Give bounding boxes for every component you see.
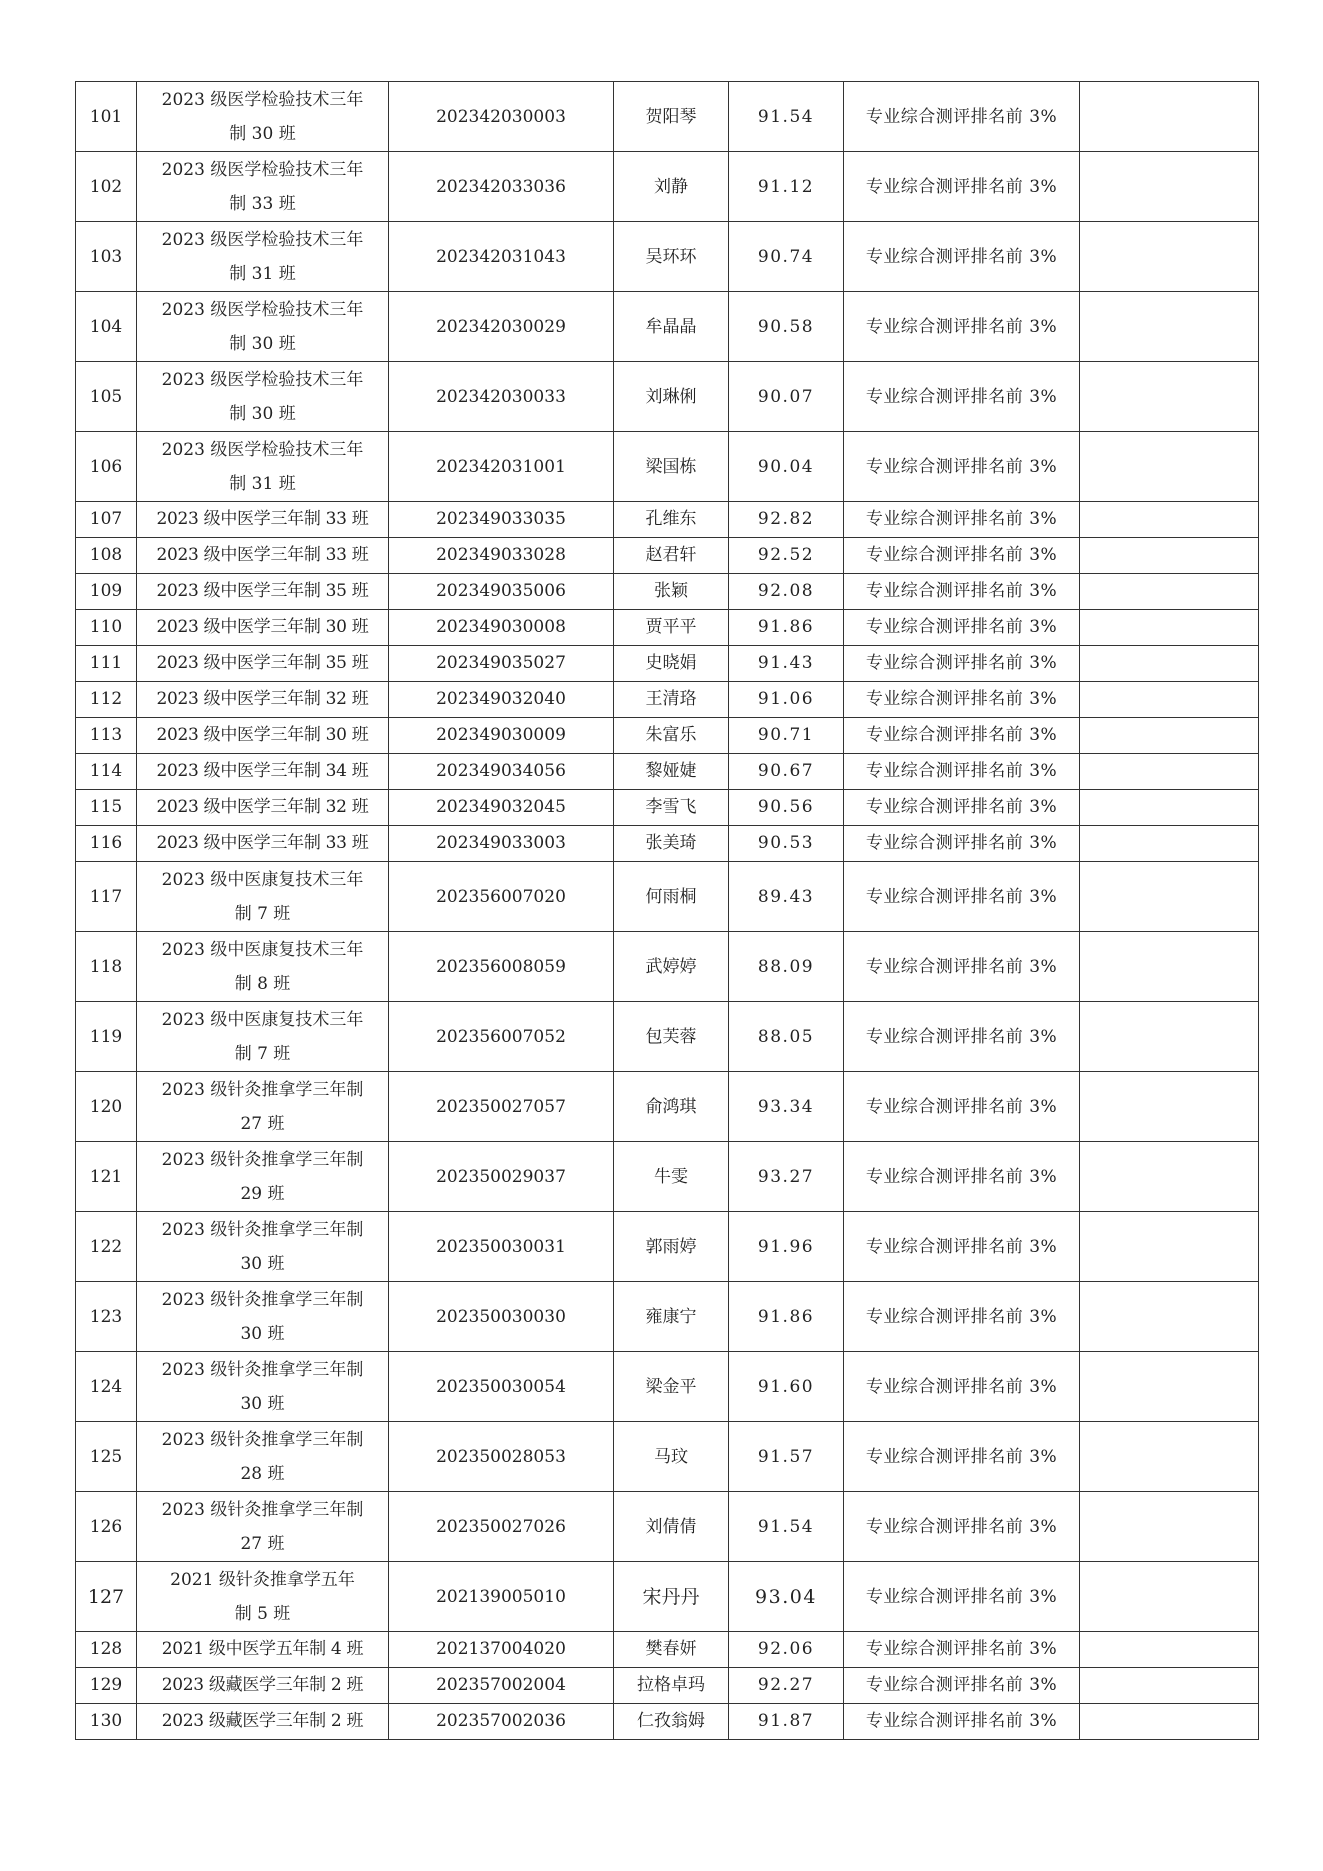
class-name-line: 2023 级中医学三年制 32 班 xyxy=(156,797,369,817)
class-name xyxy=(137,574,389,610)
class-name xyxy=(137,1352,389,1422)
award-category: 专业综合测评排名前 3% xyxy=(844,222,1080,292)
row-number: 119 xyxy=(76,1002,137,1072)
class-name xyxy=(137,1492,389,1562)
student-name: 张颖 xyxy=(614,574,729,610)
award-category: 专业综合测评排名前 3% xyxy=(844,502,1080,538)
note xyxy=(1080,1352,1259,1422)
table-row xyxy=(76,932,1259,1002)
class-name xyxy=(137,718,389,754)
award-category: 专业综合测评排名前 3% xyxy=(844,152,1080,222)
note xyxy=(1080,538,1259,574)
score: 88.05 xyxy=(729,1002,844,1072)
table-row xyxy=(76,718,1259,754)
row-number: 124 xyxy=(76,1352,137,1422)
row-number: 108 xyxy=(76,538,137,574)
table-row xyxy=(76,790,1259,826)
award-category: 专业综合测评排名前 3% xyxy=(844,610,1080,646)
class-name xyxy=(137,152,389,222)
class-name xyxy=(137,826,389,862)
note xyxy=(1080,1632,1259,1668)
class-name-line: 2023 级针灸推拿学三年制 xyxy=(161,1149,364,1170)
class-name-line: 2023 级中医学三年制 35 班 xyxy=(156,653,369,673)
note xyxy=(1080,754,1259,790)
score: 91.12 xyxy=(729,152,844,222)
award-category: 专业综合测评排名前 3% xyxy=(844,1562,1080,1632)
note xyxy=(1080,362,1259,432)
score: 90.71 xyxy=(729,718,844,754)
student-name: 黎娅婕 xyxy=(614,754,729,790)
award-list-table xyxy=(75,81,1259,1740)
student-id: 202349035006 xyxy=(389,574,614,610)
class-name-line: 2023 级医学检验技术三年 xyxy=(161,299,364,320)
note xyxy=(1080,862,1259,932)
row-number: 114 xyxy=(76,754,137,790)
row-number: 127 xyxy=(76,1562,137,1632)
class-name xyxy=(137,538,389,574)
note xyxy=(1080,152,1259,222)
table-row xyxy=(76,1282,1259,1352)
score: 91.06 xyxy=(729,682,844,718)
student-name: 朱富乐 xyxy=(614,718,729,754)
class-name-line: 2023 级针灸推拿学三年制 xyxy=(161,1429,364,1450)
class-name-line: 2023 级中医学三年制 34 班 xyxy=(156,761,369,781)
student-name: 仁孜翁姆 xyxy=(614,1704,729,1740)
score: 89.43 xyxy=(729,862,844,932)
student-id: 202349030009 xyxy=(389,718,614,754)
class-name xyxy=(137,754,389,790)
student-id: 202350028053 xyxy=(389,1422,614,1492)
student-name: 吴环环 xyxy=(614,222,729,292)
class-name-line: 2023 级针灸推拿学三年制 xyxy=(161,1219,364,1240)
class-name-line: 制 30 班 xyxy=(229,123,296,144)
class-name-line: 30 班 xyxy=(240,1323,285,1344)
table-row xyxy=(76,754,1259,790)
table-row xyxy=(76,1212,1259,1282)
class-name-line: 2023 级中医学三年制 33 班 xyxy=(156,833,369,853)
row-number: 118 xyxy=(76,932,137,1002)
student-id: 202349030008 xyxy=(389,610,614,646)
student-name: 史晓娟 xyxy=(614,646,729,682)
table-row xyxy=(76,610,1259,646)
row-number: 101 xyxy=(76,82,137,152)
row-number: 130 xyxy=(76,1704,137,1740)
score: 91.57 xyxy=(729,1422,844,1492)
student-id: 202356007052 xyxy=(389,1002,614,1072)
student-id: 202342033036 xyxy=(389,152,614,222)
student-id: 202349034056 xyxy=(389,754,614,790)
class-name xyxy=(137,1704,389,1740)
class-name-line: 2023 级医学检验技术三年 xyxy=(161,229,364,250)
student-name: 梁金平 xyxy=(614,1352,729,1422)
score: 93.34 xyxy=(729,1072,844,1142)
class-name xyxy=(137,1282,389,1352)
table-row xyxy=(76,1704,1259,1740)
class-name-line: 28 班 xyxy=(240,1463,285,1484)
score: 91.60 xyxy=(729,1352,844,1422)
student-id: 202342031043 xyxy=(389,222,614,292)
student-id: 202350030054 xyxy=(389,1352,614,1422)
award-category: 专业综合测评排名前 3% xyxy=(844,1668,1080,1704)
class-name-line: 2023 级医学检验技术三年 xyxy=(161,369,364,390)
score: 93.27 xyxy=(729,1142,844,1212)
row-number: 129 xyxy=(76,1668,137,1704)
student-id: 202356007020 xyxy=(389,862,614,932)
note xyxy=(1080,502,1259,538)
score: 90.67 xyxy=(729,754,844,790)
table-row xyxy=(76,432,1259,502)
class-name xyxy=(137,862,389,932)
class-name-line: 30 班 xyxy=(240,1253,285,1274)
class-name-line: 2023 级中医学三年制 30 班 xyxy=(156,617,369,637)
class-name xyxy=(137,1002,389,1072)
table-body xyxy=(76,82,1259,1740)
note xyxy=(1080,432,1259,502)
note xyxy=(1080,292,1259,362)
row-number: 107 xyxy=(76,502,137,538)
award-category: 专业综合测评排名前 3% xyxy=(844,1212,1080,1282)
award-category: 专业综合测评排名前 3% xyxy=(844,82,1080,152)
row-number: 112 xyxy=(76,682,137,718)
student-name: 宋丹丹 xyxy=(614,1562,729,1632)
note xyxy=(1080,826,1259,862)
note xyxy=(1080,1212,1259,1282)
class-name xyxy=(137,82,389,152)
class-name-line: 2023 级中医学三年制 33 班 xyxy=(156,509,369,529)
student-name: 孔维东 xyxy=(614,502,729,538)
class-name xyxy=(137,1562,389,1632)
student-name: 俞鸿琪 xyxy=(614,1072,729,1142)
row-number: 103 xyxy=(76,222,137,292)
class-name-line: 2023 级中医康复技术三年 xyxy=(161,1009,364,1030)
student-name: 王清珞 xyxy=(614,682,729,718)
student-name: 贾平平 xyxy=(614,610,729,646)
award-category: 专业综合测评排名前 3% xyxy=(844,790,1080,826)
table-row xyxy=(76,1562,1259,1632)
note xyxy=(1080,1002,1259,1072)
award-category: 专业综合测评排名前 3% xyxy=(844,682,1080,718)
table-row xyxy=(76,538,1259,574)
note xyxy=(1080,222,1259,292)
class-name-line: 制 30 班 xyxy=(229,403,296,424)
student-id: 202137004020 xyxy=(389,1632,614,1668)
table-row xyxy=(76,502,1259,538)
row-number: 106 xyxy=(76,432,137,502)
student-name: 雍康宁 xyxy=(614,1282,729,1352)
note xyxy=(1080,932,1259,1002)
student-id: 202139005010 xyxy=(389,1562,614,1632)
award-category: 专业综合测评排名前 3% xyxy=(844,1632,1080,1668)
table-row xyxy=(76,362,1259,432)
row-number: 109 xyxy=(76,574,137,610)
class-name xyxy=(137,502,389,538)
class-name-line: 2023 级针灸推拿学三年制 xyxy=(161,1499,364,1520)
table-row xyxy=(76,1142,1259,1212)
award-category: 专业综合测评排名前 3% xyxy=(844,862,1080,932)
table-row xyxy=(76,826,1259,862)
row-number: 113 xyxy=(76,718,137,754)
student-name: 郭雨婷 xyxy=(614,1212,729,1282)
award-category: 专业综合测评排名前 3% xyxy=(844,646,1080,682)
award-category: 专业综合测评排名前 3% xyxy=(844,718,1080,754)
score: 90.58 xyxy=(729,292,844,362)
row-number: 122 xyxy=(76,1212,137,1282)
student-id: 202356008059 xyxy=(389,932,614,1002)
row-number: 111 xyxy=(76,646,137,682)
score: 91.96 xyxy=(729,1212,844,1282)
student-name: 张美琦 xyxy=(614,826,729,862)
class-name xyxy=(137,292,389,362)
award-category: 专业综合测评排名前 3% xyxy=(844,754,1080,790)
table-row xyxy=(76,574,1259,610)
award-category: 专业综合测评排名前 3% xyxy=(844,432,1080,502)
class-name-line: 2023 级中医学三年制 32 班 xyxy=(156,689,369,709)
award-category: 专业综合测评排名前 3% xyxy=(844,292,1080,362)
class-name-line: 2023 级藏医学三年制 2 班 xyxy=(161,1711,364,1731)
student-name: 梁国栋 xyxy=(614,432,729,502)
note xyxy=(1080,610,1259,646)
class-name-line: 2023 级中医学三年制 30 班 xyxy=(156,725,369,745)
student-id: 202342030003 xyxy=(389,82,614,152)
class-name xyxy=(137,222,389,292)
student-name: 樊春妍 xyxy=(614,1632,729,1668)
note xyxy=(1080,1492,1259,1562)
class-name xyxy=(137,932,389,1002)
class-name-line: 2023 级中医康复技术三年 xyxy=(161,869,364,890)
score: 93.04 xyxy=(729,1562,844,1632)
class-name xyxy=(137,1142,389,1212)
class-name-line: 2023 级医学检验技术三年 xyxy=(161,159,364,180)
student-id: 202349033035 xyxy=(389,502,614,538)
note xyxy=(1080,1142,1259,1212)
note xyxy=(1080,1422,1259,1492)
student-name: 李雪飞 xyxy=(614,790,729,826)
student-name: 刘琳俐 xyxy=(614,362,729,432)
class-name-line: 2023 级藏医学三年制 2 班 xyxy=(161,1675,364,1695)
class-name xyxy=(137,790,389,826)
score: 91.54 xyxy=(729,82,844,152)
award-category: 专业综合测评排名前 3% xyxy=(844,538,1080,574)
award-category: 专业综合测评排名前 3% xyxy=(844,1282,1080,1352)
award-category: 专业综合测评排名前 3% xyxy=(844,1492,1080,1562)
note xyxy=(1080,1704,1259,1740)
row-number: 104 xyxy=(76,292,137,362)
table-row xyxy=(76,646,1259,682)
student-id: 202350027057 xyxy=(389,1072,614,1142)
score: 92.82 xyxy=(729,502,844,538)
row-number: 115 xyxy=(76,790,137,826)
row-number: 110 xyxy=(76,610,137,646)
score: 90.74 xyxy=(729,222,844,292)
note xyxy=(1080,574,1259,610)
table-row xyxy=(76,1072,1259,1142)
score: 92.06 xyxy=(729,1632,844,1668)
class-name-line: 2023 级中医学三年制 35 班 xyxy=(156,581,369,601)
student-name: 刘静 xyxy=(614,152,729,222)
note xyxy=(1080,1072,1259,1142)
student-name: 刘倩倩 xyxy=(614,1492,729,1562)
class-name-line: 制 33 班 xyxy=(229,193,296,214)
score: 90.56 xyxy=(729,790,844,826)
class-name xyxy=(137,362,389,432)
class-name-line: 2023 级针灸推拿学三年制 xyxy=(161,1359,364,1380)
class-name-line: 制 5 班 xyxy=(234,1603,291,1624)
student-name: 赵君轩 xyxy=(614,538,729,574)
class-name-line: 制 31 班 xyxy=(229,263,296,284)
note xyxy=(1080,82,1259,152)
student-name: 牛雯 xyxy=(614,1142,729,1212)
row-number: 105 xyxy=(76,362,137,432)
award-category: 专业综合测评排名前 3% xyxy=(844,1072,1080,1142)
class-name xyxy=(137,1422,389,1492)
score: 92.52 xyxy=(729,538,844,574)
award-category: 专业综合测评排名前 3% xyxy=(844,362,1080,432)
class-name-line: 制 8 班 xyxy=(234,973,291,994)
table-row xyxy=(76,862,1259,932)
award-category: 专业综合测评排名前 3% xyxy=(844,932,1080,1002)
note xyxy=(1080,1562,1259,1632)
class-name-line: 制 31 班 xyxy=(229,473,296,494)
table-row xyxy=(76,682,1259,718)
class-name-line: 27 班 xyxy=(240,1113,285,1134)
student-id: 202349035027 xyxy=(389,646,614,682)
table-row xyxy=(76,1422,1259,1492)
score: 90.04 xyxy=(729,432,844,502)
note xyxy=(1080,718,1259,754)
class-name xyxy=(137,682,389,718)
class-name-line: 29 班 xyxy=(240,1183,285,1204)
row-number: 121 xyxy=(76,1142,137,1212)
score: 91.86 xyxy=(729,1282,844,1352)
student-name: 贺阳琴 xyxy=(614,82,729,152)
student-id: 202350030031 xyxy=(389,1212,614,1282)
row-number: 126 xyxy=(76,1492,137,1562)
award-category: 专业综合测评排名前 3% xyxy=(844,1002,1080,1072)
class-name-line: 2023 级针灸推拿学三年制 xyxy=(161,1289,364,1310)
class-name-line: 制 30 班 xyxy=(229,333,296,354)
score: 92.27 xyxy=(729,1668,844,1704)
row-number: 128 xyxy=(76,1632,137,1668)
score: 90.53 xyxy=(729,826,844,862)
award-category: 专业综合测评排名前 3% xyxy=(844,1352,1080,1422)
class-name-line: 2023 级中医学三年制 33 班 xyxy=(156,545,369,565)
class-name-line: 30 班 xyxy=(240,1393,285,1414)
class-name xyxy=(137,646,389,682)
note xyxy=(1080,646,1259,682)
score: 90.07 xyxy=(729,362,844,432)
score: 92.08 xyxy=(729,574,844,610)
class-name xyxy=(137,432,389,502)
row-number: 116 xyxy=(76,826,137,862)
row-number: 102 xyxy=(76,152,137,222)
class-name-line: 2023 级医学检验技术三年 xyxy=(161,89,364,110)
row-number: 120 xyxy=(76,1072,137,1142)
class-name xyxy=(137,1212,389,1282)
table-row xyxy=(76,82,1259,152)
class-name xyxy=(137,1072,389,1142)
class-name xyxy=(137,610,389,646)
score: 91.54 xyxy=(729,1492,844,1562)
award-category: 专业综合测评排名前 3% xyxy=(844,826,1080,862)
student-name: 包芙蓉 xyxy=(614,1002,729,1072)
student-id: 202350027026 xyxy=(389,1492,614,1562)
award-category: 专业综合测评排名前 3% xyxy=(844,1704,1080,1740)
table-row xyxy=(76,152,1259,222)
student-id: 202350029037 xyxy=(389,1142,614,1212)
class-name-line: 2023 级医学检验技术三年 xyxy=(161,439,364,460)
student-id: 202342030029 xyxy=(389,292,614,362)
student-id: 202357002036 xyxy=(389,1704,614,1740)
student-id: 202357002004 xyxy=(389,1668,614,1704)
class-name-line: 27 班 xyxy=(240,1533,285,1554)
table-row xyxy=(76,1668,1259,1704)
student-name: 拉格卓玛 xyxy=(614,1668,729,1704)
note xyxy=(1080,790,1259,826)
table-row xyxy=(76,222,1259,292)
class-name-line: 2023 级中医康复技术三年 xyxy=(161,939,364,960)
award-category: 专业综合测评排名前 3% xyxy=(844,574,1080,610)
score: 88.09 xyxy=(729,932,844,1002)
student-name: 牟晶晶 xyxy=(614,292,729,362)
award-category: 专业综合测评排名前 3% xyxy=(844,1142,1080,1212)
class-name-line: 制 7 班 xyxy=(234,1043,291,1064)
class-name-line: 2023 级针灸推拿学三年制 xyxy=(161,1079,364,1100)
table-row xyxy=(76,292,1259,362)
row-number: 117 xyxy=(76,862,137,932)
score: 91.86 xyxy=(729,610,844,646)
note xyxy=(1080,1668,1259,1704)
score: 91.87 xyxy=(729,1704,844,1740)
class-name-line: 2021 级针灸推拿学五年 xyxy=(170,1569,355,1590)
score: 91.43 xyxy=(729,646,844,682)
student-id: 202350030030 xyxy=(389,1282,614,1352)
student-name: 武婷婷 xyxy=(614,932,729,1002)
table-row xyxy=(76,1002,1259,1072)
row-number: 123 xyxy=(76,1282,137,1352)
student-name: 何雨桐 xyxy=(614,862,729,932)
student-name: 马玟 xyxy=(614,1422,729,1492)
table-row xyxy=(76,1632,1259,1668)
note xyxy=(1080,682,1259,718)
class-name-line: 2021 级中医学五年制 4 班 xyxy=(161,1639,364,1659)
student-id: 202342031001 xyxy=(389,432,614,502)
student-id: 202349032045 xyxy=(389,790,614,826)
class-name xyxy=(137,1632,389,1668)
table-row xyxy=(76,1352,1259,1422)
row-number: 125 xyxy=(76,1422,137,1492)
student-id: 202349033028 xyxy=(389,538,614,574)
class-name-line: 制 7 班 xyxy=(234,903,291,924)
class-name xyxy=(137,1668,389,1704)
student-id: 202349032040 xyxy=(389,682,614,718)
student-id: 202349033003 xyxy=(389,826,614,862)
student-id: 202342030033 xyxy=(389,362,614,432)
table-row xyxy=(76,1492,1259,1562)
note xyxy=(1080,1282,1259,1352)
award-category: 专业综合测评排名前 3% xyxy=(844,1422,1080,1492)
